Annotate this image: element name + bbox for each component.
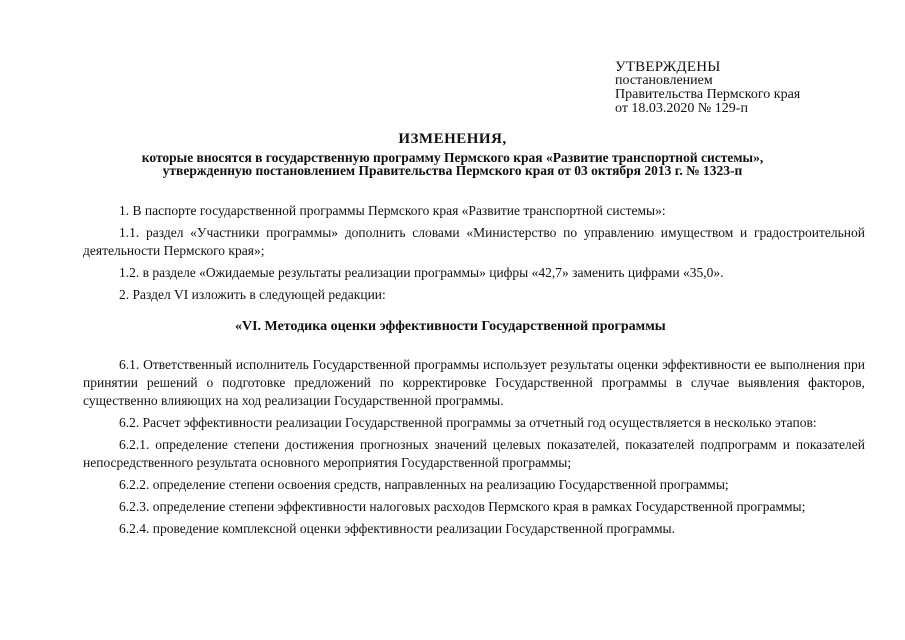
paragraph-1-1: 1.1. раздел «Участники программы» дополнить словами «Министерство по управлению имуществом и градостроительной деятельности Пермского края»; [83,225,865,258]
document-subtitle [80,151,825,177]
paragraph-6-2-1: 6.2.1. определение степени достижения прогнозных значений целевых показателей, показателей подпрограмм и показателей непосредственного результата основного мероприятия Государственной программы; [83,437,865,470]
paragraph-6-2: 6.2. Расчет эффективности реализации Государственной программы за отчетный год осуществляется в несколько этапов: [119,415,817,430]
document-subtitle-line-2: утвержденную постановлением Правительства Пермского края от 03 октября 2013 г. № 1323-п [162,163,743,178]
paragraph-2: 2. Раздел VI изложить в следующей редакции: [119,287,386,302]
paragraph-6-2-3: 6.2.3. определение степени эффективности налоговых расходов Пермского края в рамках Государственной программы; [119,499,806,514]
paragraph-6-1: 6.1. Ответственный исполнитель Государственной программы использует результаты оценки эффективности ее выполнения при принятии решений о подготовке предложений по корректировке Государственной программы в случае выявления факторов, существенно влияющих на ход реализации Государственной программы. [83,357,865,408]
approval-title: УТВЕРЖДЕНЫ [615,59,721,75]
approval-line-1: постановлением [615,73,713,88]
paragraph-6-2-4: 6.2.4. проведение комплексной оценки эффективности реализации Государственной программы. [119,521,675,536]
paragraph-6-2-2: 6.2.2. определение степени освоения средств, направленных на реализацию Государственной программы; [119,477,729,492]
approval-stamp [615,60,800,116]
document-title: ИЗМЕНЕНИЯ, [398,131,507,147]
document-subtitle-line-1: которые вносятся в государственную программу Пермского края «Развитие транспортной системы», [141,150,764,165]
document-body [83,202,865,542]
approval-line-2: Правительства Пермского края [615,87,801,102]
paragraph-1-2: 1.2. в разделе «Ожидаемые результаты реализации программы» цифры «42,7» заменить цифрами «35,0». [119,265,724,280]
paragraph-1: 1. В паспорте государственной программы Пермского края «Развитие транспортной системы»: [119,203,666,218]
approval-line-3: от 18.03.2020 № 129-п [615,101,748,116]
section-heading: «VI. Методика оценки эффективности Государственной программы [235,319,666,334]
